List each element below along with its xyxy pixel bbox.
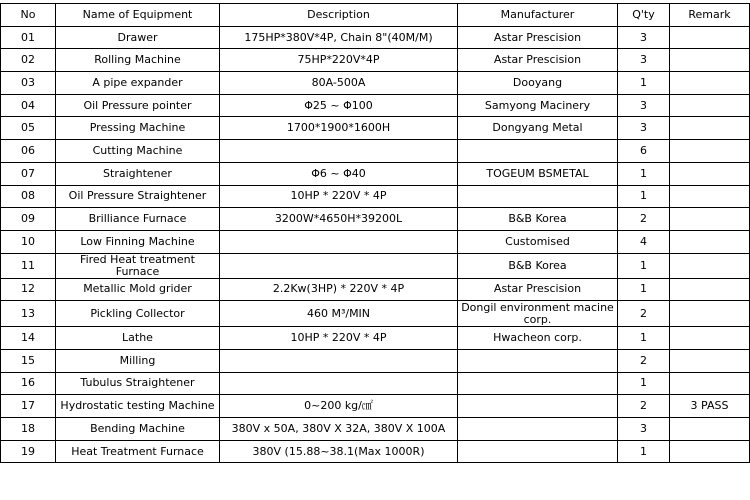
cell-no: 14 <box>1 327 56 350</box>
table-row <box>1 349 750 372</box>
cell-manufacturer: Hwacheon corp. <box>458 327 618 350</box>
cell-name: Metallic Mold grider <box>56 278 220 301</box>
cell-description <box>220 349 458 372</box>
cell-remark <box>670 208 750 231</box>
cell-remark <box>670 278 750 301</box>
table-row <box>1 372 750 395</box>
cell-qty: 2 <box>618 301 670 327</box>
cell-manufacturer <box>458 185 618 208</box>
cell-remark <box>670 372 750 395</box>
cell-remark <box>670 140 750 163</box>
cell-manufacturer: Customised <box>458 230 618 253</box>
cell-description <box>220 253 458 278</box>
cell-remark <box>670 94 750 117</box>
table-row <box>1 185 750 208</box>
cell-description: Φ25 ~ Φ100 <box>220 94 458 117</box>
cell-name: Oil Pressure Straightener <box>56 185 220 208</box>
table-row <box>1 49 750 72</box>
cell-qty: 2 <box>618 349 670 372</box>
cell-name: Cutting Machine <box>56 140 220 163</box>
cell-no: 04 <box>1 94 56 117</box>
cell-no: 09 <box>1 208 56 231</box>
cell-remark <box>670 418 750 441</box>
cell-manufacturer: TOGEUM BSMETAL <box>458 162 618 185</box>
cell-name: Straightener <box>56 162 220 185</box>
equipment-table <box>0 3 750 463</box>
cell-no: 15 <box>1 349 56 372</box>
cell-qty: 1 <box>618 72 670 95</box>
cell-no: 02 <box>1 49 56 72</box>
cell-description: 3200W*4650H*39200L <box>220 208 458 231</box>
cell-name: Low Finning Machine <box>56 230 220 253</box>
cell-name: A pipe expander <box>56 72 220 95</box>
cell-remark: 3 PASS <box>670 395 750 418</box>
table-row <box>1 395 750 418</box>
cell-name: Hydrostatic testing Machine <box>56 395 220 418</box>
cell-qty: 3 <box>618 26 670 49</box>
cell-remark <box>670 253 750 278</box>
cell-manufacturer: Samyong Macinery <box>458 94 618 117</box>
table-row <box>1 94 750 117</box>
cell-remark <box>670 440 750 463</box>
cell-no: 06 <box>1 140 56 163</box>
table-row <box>1 26 750 49</box>
cell-qty: 2 <box>618 395 670 418</box>
cell-no: 08 <box>1 185 56 208</box>
header-name: Name of Equipment <box>56 4 220 27</box>
table-row <box>1 418 750 441</box>
cell-qty: 1 <box>618 327 670 350</box>
cell-description: 75HP*220V*4P <box>220 49 458 72</box>
cell-name: Bending Machine <box>56 418 220 441</box>
cell-remark <box>670 185 750 208</box>
cell-name: Drawer <box>56 26 220 49</box>
cell-no: 11 <box>1 253 56 278</box>
cell-no: 12 <box>1 278 56 301</box>
cell-manufacturer: Dongyang Metal <box>458 117 618 140</box>
header-qty: Q'ty <box>618 4 670 27</box>
cell-qty: 1 <box>618 278 670 301</box>
header-remark: Remark <box>670 4 750 27</box>
cell-name: Fired Heat treatment Furnace <box>56 253 220 278</box>
cell-description: Φ6 ~ Φ40 <box>220 162 458 185</box>
cell-qty: 1 <box>618 185 670 208</box>
header-row <box>1 4 750 27</box>
table-row <box>1 162 750 185</box>
cell-name: Oil Pressure pointer <box>56 94 220 117</box>
table-row <box>1 117 750 140</box>
cell-no: 19 <box>1 440 56 463</box>
cell-no: 05 <box>1 117 56 140</box>
cell-no: 10 <box>1 230 56 253</box>
cell-name: Milling <box>56 349 220 372</box>
cell-description: 460 M³/MIN <box>220 301 458 327</box>
table-row <box>1 72 750 95</box>
cell-remark <box>670 162 750 185</box>
cell-name: Lathe <box>56 327 220 350</box>
table-row <box>1 301 750 327</box>
cell-description: 10HP * 220V * 4P <box>220 327 458 350</box>
cell-manufacturer <box>458 418 618 441</box>
table-row <box>1 230 750 253</box>
cell-remark <box>670 72 750 95</box>
cell-name: Brilliance Furnace <box>56 208 220 231</box>
cell-description: 380V (15.88~38.1(Max 1000R) <box>220 440 458 463</box>
cell-remark <box>670 49 750 72</box>
header-manufacturer: Manufacturer <box>458 4 618 27</box>
cell-remark <box>670 117 750 140</box>
cell-name: Rolling Machine <box>56 49 220 72</box>
cell-qty: 1 <box>618 440 670 463</box>
cell-remark <box>670 301 750 327</box>
cell-manufacturer: Astar Prescision <box>458 278 618 301</box>
table-row <box>1 327 750 350</box>
cell-manufacturer: Astar Prescision <box>458 26 618 49</box>
header-description: Description <box>220 4 458 27</box>
cell-manufacturer <box>458 395 618 418</box>
cell-no: 07 <box>1 162 56 185</box>
cell-name: Tubulus Straightener <box>56 372 220 395</box>
cell-manufacturer: B&B Korea <box>458 253 618 278</box>
cell-qty: 3 <box>618 94 670 117</box>
cell-no: 18 <box>1 418 56 441</box>
cell-qty: 6 <box>618 140 670 163</box>
cell-manufacturer: Dooyang <box>458 72 618 95</box>
cell-name: Pickling Collector <box>56 301 220 327</box>
cell-remark <box>670 327 750 350</box>
cell-manufacturer: Dongil environment macine corp. <box>458 301 618 327</box>
cell-manufacturer <box>458 440 618 463</box>
cell-no: 01 <box>1 26 56 49</box>
cell-no: 16 <box>1 372 56 395</box>
cell-description: 1700*1900*1600H <box>220 117 458 140</box>
cell-description: 10HP * 220V * 4P <box>220 185 458 208</box>
cell-no: 03 <box>1 72 56 95</box>
cell-description: 0~200 kg/㎠ <box>220 395 458 418</box>
table-row <box>1 278 750 301</box>
cell-manufacturer: Astar Prescision <box>458 49 618 72</box>
cell-qty: 4 <box>618 230 670 253</box>
cell-manufacturer <box>458 372 618 395</box>
cell-qty: 2 <box>618 208 670 231</box>
cell-remark <box>670 349 750 372</box>
cell-name: Pressing Machine <box>56 117 220 140</box>
cell-description: 2.2Kw(3HP) * 220V * 4P <box>220 278 458 301</box>
cell-qty: 3 <box>618 117 670 140</box>
cell-qty: 1 <box>618 372 670 395</box>
cell-description: 380V x 50A, 380V X 32A, 380V X 100A <box>220 418 458 441</box>
cell-no: 13 <box>1 301 56 327</box>
table-row <box>1 208 750 231</box>
cell-no: 17 <box>1 395 56 418</box>
cell-remark <box>670 26 750 49</box>
cell-qty: 1 <box>618 162 670 185</box>
cell-description <box>220 140 458 163</box>
cell-qty: 3 <box>618 49 670 72</box>
cell-description: 175HP*380V*4P, Chain 8"(40M/M) <box>220 26 458 49</box>
header-no: No <box>1 4 56 27</box>
table-row <box>1 440 750 463</box>
cell-qty: 3 <box>618 418 670 441</box>
cell-description: 80A-500A <box>220 72 458 95</box>
cell-description <box>220 230 458 253</box>
table-row <box>1 253 750 278</box>
cell-description <box>220 372 458 395</box>
cell-manufacturer: B&B Korea <box>458 208 618 231</box>
cell-name: Heat Treatment Furnace <box>56 440 220 463</box>
cell-manufacturer <box>458 349 618 372</box>
table-row <box>1 140 750 163</box>
cell-manufacturer <box>458 140 618 163</box>
cell-qty: 1 <box>618 253 670 278</box>
cell-remark <box>670 230 750 253</box>
